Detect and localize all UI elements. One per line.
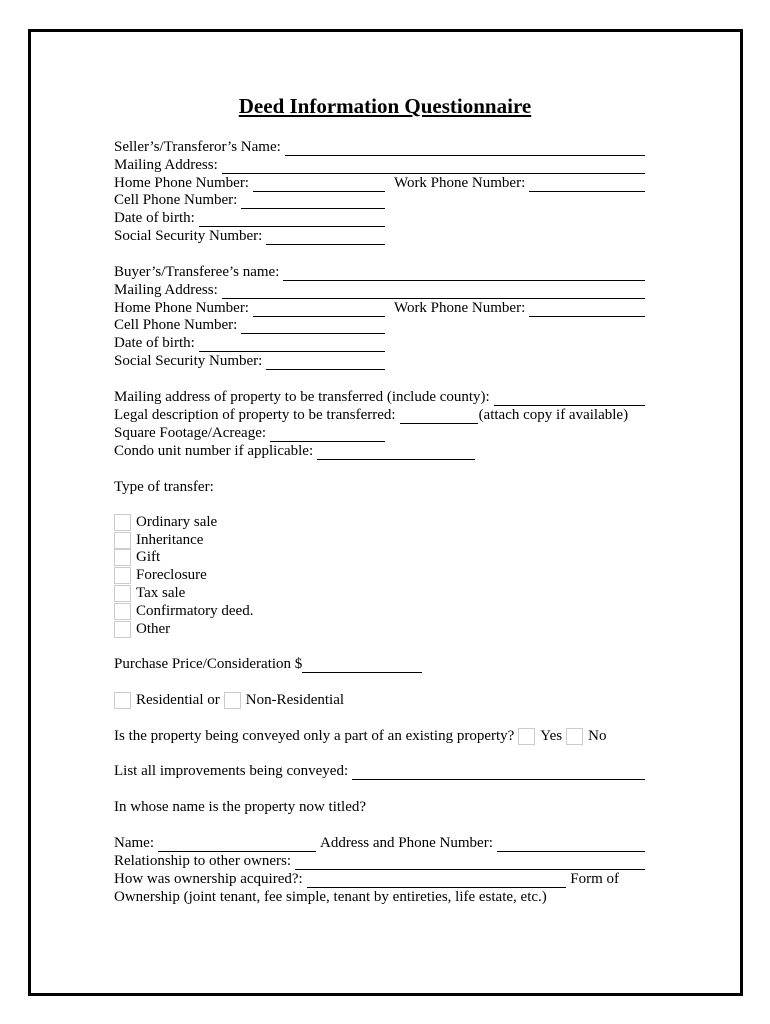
relationship-label: Relationship to other owners: — [114, 853, 292, 869]
seller-home-phone-label: Home Phone Number: — [114, 175, 249, 191]
yes-checkbox[interactable] — [518, 728, 535, 745]
purchase-price-field[interactable] — [302, 659, 422, 673]
transfer-option-foreclosure[interactable] — [114, 566, 207, 584]
checkbox[interactable] — [114, 621, 131, 638]
titled-question: In whose name is the property now titled? — [114, 799, 367, 815]
partial-property-row — [114, 727, 606, 745]
option-label: Inheritance — [136, 532, 204, 548]
relationship-row — [114, 852, 645, 870]
owner-address-field[interactable] — [497, 838, 645, 852]
buyer-mailing-row — [114, 281, 645, 299]
seller-dob-row — [114, 209, 385, 227]
square-footage-field[interactable] — [270, 428, 385, 442]
option-label: Foreclosure — [136, 567, 207, 583]
owner-name-field[interactable] — [158, 838, 316, 852]
legal-description-label: Legal description of property to be transferred: — [114, 407, 396, 423]
seller-cell-label: Cell Phone Number: — [114, 192, 238, 208]
relationship-field[interactable] — [295, 856, 645, 870]
square-footage-label: Square Footage/Acreage: — [114, 425, 267, 441]
owner-name-label: Name: — [114, 835, 154, 851]
seller-name-label: Seller’s/Transferor’s Name: — [114, 139, 281, 155]
condo-unit-label: Condo unit number if applicable: — [114, 443, 314, 459]
transfer-option-ordinary-sale[interactable] — [114, 513, 217, 531]
seller-dob-field[interactable] — [199, 213, 385, 227]
partial-property-question: Is the property being conveyed only a part of an existing property? — [114, 728, 515, 744]
buyer-ssn-field[interactable] — [266, 356, 385, 370]
acquired-label: How was ownership acquired?: — [114, 871, 303, 887]
buyer-cell-label: Cell Phone Number: — [114, 317, 238, 333]
residential-checkbox[interactable] — [114, 692, 131, 709]
owner-address-label: Address and Phone Number: — [319, 835, 493, 851]
acquired-field[interactable] — [307, 874, 567, 888]
form-of-ownership-label: Form of — [570, 871, 619, 887]
buyer-ssn-row — [114, 352, 385, 370]
seller-name-row — [114, 138, 645, 156]
buyer-mailing-field[interactable] — [222, 285, 645, 299]
legal-description-row — [114, 406, 628, 424]
improvements-row — [114, 762, 645, 780]
seller-phone-row — [114, 174, 645, 192]
no-checkbox[interactable] — [566, 728, 583, 745]
property-mailing-row — [114, 388, 645, 406]
buyer-home-phone-label: Home Phone Number: — [114, 300, 249, 316]
checkbox[interactable] — [114, 603, 131, 620]
form-of-ownership-continuation: Ownership (joint tenant, fee simple, tenant by entireties, life estate, etc.) — [114, 889, 547, 905]
checkbox[interactable] — [114, 532, 131, 549]
checkbox[interactable] — [114, 567, 131, 584]
buyer-cell-field[interactable] — [241, 320, 385, 334]
buyer-ssn-label: Social Security Number: — [114, 353, 263, 369]
transfer-option-confirmatory-deed[interactable] — [114, 602, 253, 620]
page-title: Deed Information Questionnaire — [238, 94, 532, 118]
seller-mailing-label: Mailing Address: — [114, 157, 218, 173]
seller-mailing-field[interactable] — [222, 160, 645, 174]
buyer-dob-label: Date of birth: — [114, 335, 195, 351]
buyer-name-label: Buyer’s/Transferee’s name: — [114, 264, 280, 280]
transfer-option-tax-sale[interactable] — [114, 584, 185, 602]
acquired-row — [114, 870, 645, 888]
buyer-name-row — [114, 263, 645, 281]
residential-row — [114, 691, 344, 709]
buyer-home-phone-field[interactable] — [253, 303, 385, 317]
checkbox[interactable] — [114, 549, 131, 566]
improvements-label: List all improvements being conveyed: — [114, 763, 349, 779]
buyer-mailing-label: Mailing Address: — [114, 282, 218, 298]
property-mailing-field[interactable] — [494, 392, 645, 406]
seller-ssn-label: Social Security Number: — [114, 228, 263, 244]
legal-description-field[interactable] — [400, 410, 478, 424]
non-residential-checkbox[interactable] — [224, 692, 241, 709]
improvements-field[interactable] — [352, 766, 645, 780]
option-label: Tax sale — [136, 585, 186, 601]
non-residential-label: Non-Residential — [245, 692, 345, 708]
yes-label: Yes — [540, 728, 563, 744]
transfer-type-heading: Type of transfer: — [114, 479, 214, 495]
legal-description-note: (attach copy if available) — [478, 407, 629, 423]
seller-name-field[interactable] — [285, 142, 645, 156]
property-mailing-label: Mailing address of property to be transferred (include county): — [114, 389, 490, 405]
seller-home-phone-field[interactable] — [253, 178, 385, 192]
purchase-price-label: Purchase Price/Consideration $ — [114, 656, 303, 672]
square-footage-row — [114, 424, 385, 442]
condo-unit-field[interactable] — [317, 446, 475, 460]
checkbox[interactable] — [114, 514, 131, 531]
seller-dob-label: Date of birth: — [114, 210, 195, 226]
option-label: Confirmatory deed. — [136, 603, 254, 619]
option-label: Ordinary sale — [136, 514, 218, 530]
residential-label: Residential or — [136, 692, 220, 708]
seller-work-phone-field[interactable] — [529, 178, 645, 192]
transfer-option-other[interactable] — [114, 620, 170, 638]
seller-cell-field[interactable] — [241, 195, 385, 209]
buyer-work-phone-field[interactable] — [529, 303, 645, 317]
buyer-cell-row — [114, 316, 385, 334]
buyer-phone-row — [114, 299, 645, 317]
seller-ssn-row — [114, 227, 385, 245]
buyer-name-field[interactable] — [283, 267, 645, 281]
condo-unit-row — [114, 442, 475, 460]
owner-name-row — [114, 834, 645, 852]
seller-ssn-field[interactable] — [266, 231, 385, 245]
option-label: Gift — [136, 549, 161, 565]
transfer-option-inheritance[interactable] — [114, 531, 203, 549]
no-label: No — [588, 728, 607, 744]
buyer-dob-row — [114, 334, 385, 352]
checkbox[interactable] — [114, 585, 131, 602]
option-label: Other — [136, 621, 171, 637]
purchase-price-row — [114, 655, 422, 673]
seller-mailing-row — [114, 156, 645, 174]
buyer-work-phone-label: Work Phone Number: — [393, 300, 526, 316]
seller-cell-row — [114, 191, 385, 209]
transfer-option-gift[interactable] — [114, 548, 160, 566]
buyer-dob-field[interactable] — [199, 338, 385, 352]
seller-work-phone-label: Work Phone Number: — [393, 175, 526, 191]
